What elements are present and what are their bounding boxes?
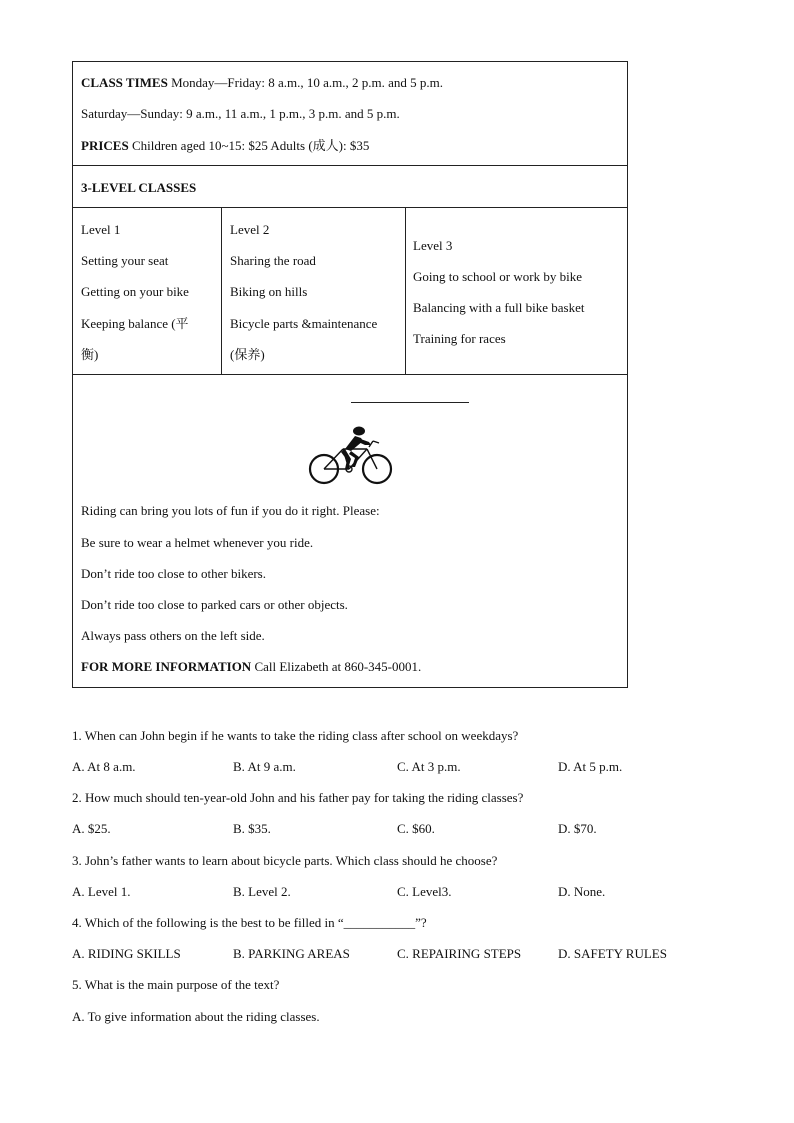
level-1-item: 衡) xyxy=(81,347,99,362)
question-4: 4. Which of the following is the best to be filled in “___________”? xyxy=(72,915,427,930)
option-b[interactable]: B. PARKING AREAS xyxy=(233,946,350,961)
class-times-weekend: Saturday—Sunday: 9 a.m., 11 a.m., 1 p.m., 3 p.m. and 5 p.m. xyxy=(81,106,400,121)
option-d[interactable]: D. None. xyxy=(558,884,606,899)
cyclist-icon xyxy=(307,425,397,487)
option-a[interactable]: A. $25. xyxy=(72,821,111,836)
level-3-title: Level 3 xyxy=(413,238,453,253)
level-1-title: Level 1 xyxy=(81,222,121,237)
option-c[interactable]: C. REPAIRING STEPS xyxy=(397,946,522,961)
level-1-item: Keeping balance (平 xyxy=(81,316,189,331)
level-3-item: Training for races xyxy=(413,331,506,346)
option-c[interactable]: C. $60. xyxy=(397,821,435,836)
levels-heading: 3-LEVEL CLASSES xyxy=(81,180,197,195)
levels-heading-box xyxy=(72,165,628,208)
level-2-item: Sharing the road xyxy=(230,253,316,268)
option-a[interactable]: A. RIDING SKILLS xyxy=(72,946,181,961)
level-2-column xyxy=(222,208,406,374)
levels-table xyxy=(72,207,628,375)
level-3-item: Going to school or work by bike xyxy=(413,269,582,284)
option-c[interactable]: C. At 3 p.m. xyxy=(397,759,461,774)
question-1: 1. When can John begin if he wants to take the riding class after school on weekdays? xyxy=(72,728,519,743)
level-3-column xyxy=(406,208,627,374)
option-a[interactable]: A. At 8 a.m. xyxy=(72,759,136,774)
prices-text: Children aged 10~15: $25 Adults (成人): $35 xyxy=(128,138,370,153)
level-2-item: (保养) xyxy=(230,347,265,362)
class-times-label: CLASS TIMES xyxy=(81,75,168,90)
option-d[interactable]: D. $70. xyxy=(558,821,597,836)
level-3-item: Balancing with a full bike basket xyxy=(413,300,585,315)
question-2: 2. How much should ten-year-old John and his father pay for taking the riding classes? xyxy=(72,790,524,805)
question-5: 5. What is the main purpose of the text? xyxy=(72,977,280,992)
option-d[interactable]: D. SAFETY RULES xyxy=(558,946,667,961)
level-2-item: Bicycle parts &maintenance xyxy=(230,316,378,331)
more-info-label: FOR MORE INFORMATION xyxy=(81,659,252,674)
prices-line xyxy=(81,138,369,154)
level-1-item: Setting your seat xyxy=(81,253,169,268)
more-info-line xyxy=(81,659,421,675)
option-b[interactable]: B. Level 2. xyxy=(233,884,291,899)
rules-box xyxy=(72,374,628,688)
rule-item: Be sure to wear a helmet whenever you ride. xyxy=(81,535,314,550)
option-b[interactable]: B. At 9 a.m. xyxy=(233,759,296,774)
title-blank-line xyxy=(351,402,469,403)
class-times-line xyxy=(81,75,443,91)
option-c[interactable]: C. Level3. xyxy=(397,884,452,899)
level-2-title: Level 2 xyxy=(230,222,270,237)
level-1-column xyxy=(73,208,222,374)
rule-item: Don’t ride too close to parked cars or other objects. xyxy=(81,597,348,612)
class-info-box xyxy=(72,61,628,166)
class-times-weekday: Monday—Friday: 8 a.m., 10 a.m., 2 p.m. and 5 p.m. xyxy=(167,75,443,90)
prices-label: PRICES xyxy=(81,138,129,153)
option-a[interactable]: A. Level 1. xyxy=(72,884,131,899)
rule-item: Don’t ride too close to other bikers. xyxy=(81,566,266,581)
rules-intro: Riding can bring you lots of fun if you do it right. Please: xyxy=(81,503,380,518)
more-info-text: Call Elizabeth at 860-345-0001. xyxy=(251,659,422,674)
level-1-item: Getting on your bike xyxy=(81,284,189,299)
rule-item: Always pass others on the left side. xyxy=(81,628,265,643)
question-3: 3. John’s father wants to learn about bicycle parts. Which class should he choose? xyxy=(72,853,498,868)
option-d[interactable]: D. At 5 p.m. xyxy=(558,759,623,774)
option-b[interactable]: B. $35. xyxy=(233,821,271,836)
level-2-item: Biking on hills xyxy=(230,284,308,299)
option-a[interactable]: A. To give information about the riding classes. xyxy=(72,1009,320,1024)
